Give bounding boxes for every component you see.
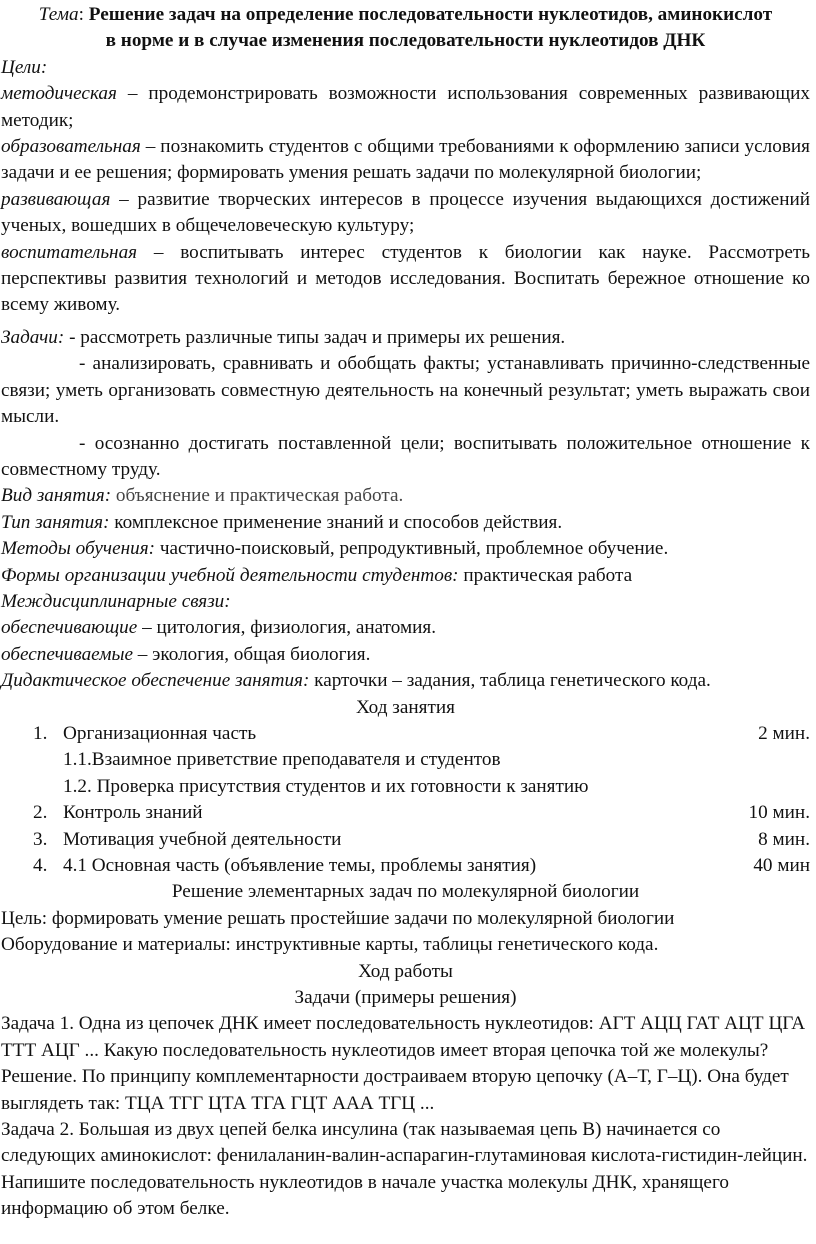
plan-item bbox=[1, 721, 810, 747]
tasks-first-text: - рассмотреть различные типы задач и примеры их решения. bbox=[64, 326, 566, 348]
goal-line: Цель: формировать умение решать простейшие задачи по молекулярной биологии bbox=[1, 907, 675, 929]
section-title: Решение элементарных задач по молекулярной биологии bbox=[171, 881, 640, 903]
goal-term: методическая bbox=[1, 83, 117, 105]
topic-colon: : bbox=[78, 4, 84, 25]
problem-2: Задача 2. Большая из двух цепей белка инсулина (так называемая цепь В) начинается со следующих аминокислот: фенилаланин-валин-аспарагин-глутаминовая кислота-гистидин-лейцин. Напишите последовательность нуклеотидов в начале участка молекулы ДНК, хранящего информацию об этом белке. bbox=[1, 1119, 808, 1220]
plan-item-time: 2 мин. bbox=[758, 722, 810, 744]
plan-item bbox=[1, 800, 810, 826]
plan-item-time: 8 мин. bbox=[758, 828, 810, 850]
plan-item-text: 1. Организационная часть bbox=[33, 722, 257, 744]
plan-item-text: 3. Мотивация учебной деятельности bbox=[33, 828, 342, 850]
teaching-methods bbox=[1, 536, 810, 562]
goal-text: – продемонстрировать возможности использования современных развивающих методик; bbox=[1, 83, 810, 131]
meta-value: карточки – задания, таблица генетического кода. bbox=[309, 670, 711, 692]
plan-item-time: 40 мин bbox=[753, 855, 810, 876]
interdisciplinary-links bbox=[1, 589, 810, 615]
meta-label: Формы организации учебной деятельности студентов: bbox=[1, 564, 459, 586]
document-page bbox=[0, 2, 816, 1244]
goal-educational bbox=[1, 134, 810, 187]
meta-label: Методы обучения: bbox=[1, 538, 156, 560]
meta-value: объяснение и практическая работа. bbox=[111, 485, 404, 507]
topic-line-2: в норме и в случае изменения последовательности нуклеотидов ДНК bbox=[105, 30, 706, 52]
plan-item bbox=[1, 827, 810, 853]
plan-item-time: 10 мин. bbox=[748, 802, 810, 824]
goal-methodical bbox=[1, 81, 810, 134]
plan-subitem: 1.2. Проверка присутствия студентов и их готовности к занятию bbox=[63, 775, 589, 797]
topic-line-1 bbox=[1, 2, 810, 28]
goal-term: образовательная bbox=[1, 136, 141, 158]
plan-item-text: 4. 4.1 Основная часть (объявление темы, проблемы занятия) bbox=[33, 855, 537, 876]
plan-subitem: 1.1.Взаимное приветствие преподавателя и студентов bbox=[63, 749, 501, 771]
meta-label: Тип занятия: bbox=[1, 511, 110, 533]
topic-label: Тема bbox=[38, 4, 79, 25]
work-heading: Ход работы bbox=[358, 960, 453, 982]
goal-term: развивающая bbox=[1, 188, 111, 210]
didactic-support bbox=[1, 668, 810, 694]
meta-label: обеспечивающие bbox=[1, 617, 138, 639]
topic-text-1: Решение задач на определение последовательности нуклеотидов, аминокислот bbox=[88, 4, 773, 25]
goals-heading: Цели: bbox=[1, 56, 48, 78]
meta-label: Дидактическое обеспечение занятия: bbox=[1, 670, 310, 692]
plan-item-text: 2. Контроль знаний bbox=[33, 802, 203, 824]
tasks-first bbox=[1, 325, 810, 351]
goal-upbringing bbox=[1, 240, 810, 319]
lesson-kind bbox=[1, 510, 810, 536]
plan-item bbox=[1, 853, 810, 879]
goal-text: – развитие творческих интересов в процессе изучения выдающихся достижений ученых, вошедших в общечеловеческую культуру; bbox=[1, 188, 810, 237]
meta-value: – цитология, физиология, анатомия. bbox=[137, 617, 437, 639]
equipment-line: Оборудование и материалы: инструктивные карты, таблицы генетического кода. bbox=[1, 934, 659, 956]
providing-subjects bbox=[1, 615, 810, 641]
goal-text: – воспитывать интерес студентов к биологии как науке. Рассмотреть перспективы развития технологий и методов исследования. Воспитать бережное отношение ко всему живому. bbox=[1, 241, 810, 316]
goal-developing bbox=[1, 187, 810, 240]
solution-1: Решение. По принципу комплементарности достраиваем вторую цепочку (А–Т, Г–Ц). Она будет выглядеть так: ТЦА ТГГ ЦТА ТГА ГЦТ ААА ТГЦ ... bbox=[1, 1066, 789, 1114]
tasks-second: - анализировать, сравнивать и обобщать факты; устанавливать причинно-следственные связи; уметь организовать совместную деятельность на конечный результат; уметь выражать свои мысли. bbox=[1, 353, 810, 428]
goal-text: – познакомить студентов с общими требованиями к оформлению записи условия задачи и ее решения; формировать умения решать задачи по молекулярной биологии; bbox=[1, 136, 810, 184]
lesson-heading: Ход занятия bbox=[356, 696, 455, 718]
lesson-type bbox=[1, 483, 810, 509]
meta-value: частично-поисковый, репродуктивный, проблемное обучение. bbox=[155, 538, 669, 560]
examples-heading: Задачи (примеры решения) bbox=[294, 987, 517, 1009]
meta-label: Междисциплинарные связи: bbox=[1, 590, 231, 612]
problem-1: Задача 1. Одна из цепочек ДНК имеет последовательность нуклеотидов: АГТ АЦЦ ГАТ АЦТ ЦГА ТТТ АЦГ ... Какую последовательность нуклеотидов имеет вторая цепочка той же молекулы? bbox=[1, 1013, 806, 1061]
organization-forms bbox=[1, 563, 810, 589]
tasks-heading: Задачи: bbox=[1, 326, 65, 348]
provided-subjects bbox=[1, 642, 810, 668]
meta-value: – экология, общая биология. bbox=[132, 643, 371, 665]
meta-value: комплексное применение знаний и способов действия. bbox=[109, 511, 563, 533]
tasks-third: - осознанно достигать поставленной цели; воспитывать положительное отношение к совместному труду. bbox=[1, 432, 810, 480]
goal-term: воспитательная bbox=[1, 241, 138, 263]
meta-label: обеспечиваемые bbox=[1, 643, 133, 665]
meta-label: Вид занятия: bbox=[1, 485, 112, 507]
meta-value: практическая работа bbox=[458, 564, 633, 586]
